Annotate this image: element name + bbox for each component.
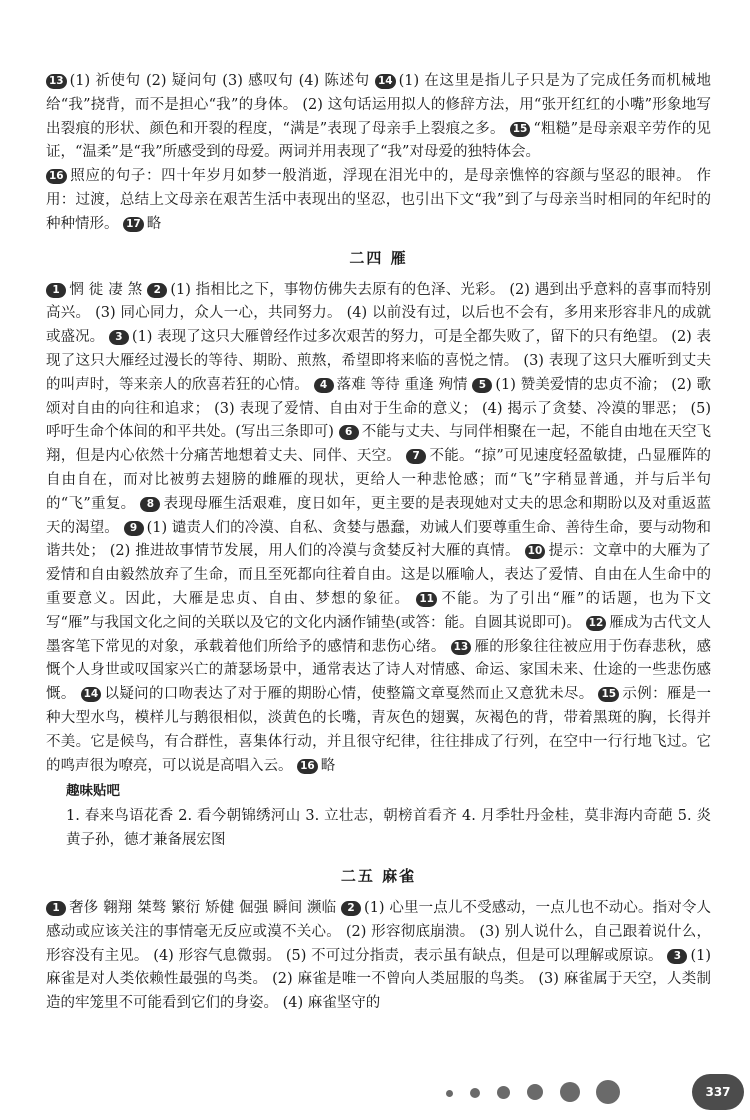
fun-section-text: 1. 春来鸟语花香 2. 看今朝锦绣河山 3. 立壮志，朝榜首看齐 4. 月季牡丹金桂，莫非海内奇葩 5. 炎黄子孙，德才兼备展宏图 xyxy=(66,808,711,849)
item-number-badge: 15 xyxy=(510,122,531,137)
answer-text: 提示：文章中的大雁为了爱情和自由毅然放弃了生命，而且至死都向往着自由。这是以雁喻人，表达了爱情、自由在人生命中的重要意义。因此，大雁是忠贞、自由、梦想的象征。 xyxy=(46,543,711,607)
section-title-maque: 二五 麻雀 xyxy=(340,866,417,885)
answer-text: (1) 心里一点儿不受感动，一点儿也不动心。指对令人感动或应该关注的事情毫无反应或漠不关心。 (2) 形容彻底崩溃。 (3) 别人说什么，自己跟着说什么，形容没有主见。 (4) 形容气息微弱。 (5) 不可过分指责，表示虽有缺点，但是可以理解或原谅。 xyxy=(46,899,711,964)
item-number-badge: 3 xyxy=(109,330,129,345)
answer-text: 不能。为了引出“雁”的话题，也为下文写“雁”与我国文化之间的关联以及它的文化内涵作铺垫(或答：能。自圆其说即可)。 xyxy=(46,590,711,631)
section-25-answers xyxy=(46,897,711,1016)
page-footer xyxy=(0,1068,750,1120)
item-number-badge: 17 xyxy=(123,217,144,232)
answer-text: 雁的形象往往被应用于伤春悲秋，感慨个人身世或叹国家兴亡的萧瑟场景中，通常表达了诗人对情感、命运、家国未来、仕途的一些悲伤感慨。 xyxy=(46,638,712,703)
answer-text: (1) 祈使句 (2) 疑问句 (3) 感叹句 (4) 陈述句 xyxy=(69,73,375,89)
item-number-badge: 13 xyxy=(46,74,67,89)
decor-dot xyxy=(527,1084,543,1100)
answer-block-2 xyxy=(46,165,711,236)
decor-dot xyxy=(596,1080,620,1104)
answer-text: 略 xyxy=(320,757,336,774)
item-number-badge: 2 xyxy=(147,283,167,298)
item-number-badge: 8 xyxy=(140,497,160,512)
item-number-badge: 7 xyxy=(406,449,426,464)
answer-text: (1) 表现了这只大雁曾经作过多次艰苦的努力，可是全都失败了，留下的只有绝望。 (2) 表现了这只大雁经过漫长的等待、期盼、煎熬，希望即将来临的喜悦之情。 (3) 表现了这只大雁听到丈夫的叫声时，等来亲人的欣喜若狂的心情。 xyxy=(46,329,712,393)
item-number-badge: 1 xyxy=(46,283,66,298)
item-number-badge: 12 xyxy=(586,616,607,631)
item-number-badge: 5 xyxy=(472,378,492,393)
answer-text: 雁成为古代文人墨客笔下常见的对象，承载着他们所给予的感情和悲伤心绪。 xyxy=(46,614,712,655)
answer-text: 示例：雁是一种大型水鸟，模样儿与鹅很相似，淡黄色的长嘴，青灰色的翅翼，灰褐色的背，带着黑斑的胸，长得并不美。它是候鸟，有合群性，喜集体行动，并且很守纪律，往往排成了行列，在空中一行行地飞过。它的鸣声很为嘹亮，可以说是高唱入云。 xyxy=(46,686,712,774)
item-number-badge: 6 xyxy=(339,425,359,440)
item-number-badge: 16 xyxy=(297,759,318,774)
decor-dot xyxy=(446,1090,453,1097)
item-number-badge: 9 xyxy=(124,521,144,536)
answer-text: (1) 在这里是指儿子只是为了完成任务而机械地给“我”挠背，而不是担心“我”的身体。 (2) 这句话运用拟人的修辞方法，用“张开红红的小嘴”形象地写出裂痕的形状、颜色和开裂的程度，“满是”表现了母亲手上裂痕之多。 xyxy=(46,73,711,137)
page-number: 337 xyxy=(692,1074,744,1110)
item-number-badge: 15 xyxy=(598,687,619,702)
item-number-badge: 4 xyxy=(314,378,334,393)
decor-dot xyxy=(560,1082,580,1102)
fun-section-title: 趣味贴吧 xyxy=(66,783,120,800)
answer-text: (1) 麻雀是对人类依赖性最强的鸟类。 (2) 麻雀是唯一不曾向人类屈服的鸟类。 (3) 麻雀属于天空，人类制造的牢笼里不可能看到它们的身姿。 (4) 麻雀坚守的 xyxy=(46,947,711,1012)
answer-text: 奢侈 翱翔 桀骜 繁衍 矫健 倔强 瞬间 濒临 xyxy=(69,899,342,916)
answer-text: 以疑问的口吻表达了对于雁的期盼心情，使整篇文章戛然而止又意犹未尽。 xyxy=(104,686,599,703)
answer-text: 照应的句子：四十年岁月如梦一般消逝，浮现在泪光中的，是母亲憔悴的容颜与坚忍的眼神。 作用：过渡，总结上文母亲在艰苦生活中表现出的坚忍，也引出下文“我”到了与母亲当时相同的年纪时的种种情形。 xyxy=(46,168,711,232)
item-number-badge: 10 xyxy=(525,544,546,559)
item-number-badge: 1 xyxy=(46,901,66,916)
item-number-badge: 14 xyxy=(81,687,102,702)
answer-text: 不能。“掠”可见速度轻盈敏捷，凸显雁阵的自由自在，而对比被剪去翅膀的雌雁的现状，更给人一种悲怆感；而“飞”字稍显普通，并与后半句的“飞”重复。 xyxy=(46,448,712,512)
decor-dot xyxy=(497,1086,510,1099)
answer-text: 惘 徙 凄 煞 xyxy=(69,281,148,298)
answer-block-1 xyxy=(46,70,711,165)
item-number-badge: 16 xyxy=(46,169,67,184)
item-number-badge: 2 xyxy=(341,901,361,916)
answer-text: 落难 等待 重逢 殉情 xyxy=(336,376,473,393)
answer-page xyxy=(46,70,711,1016)
item-number-badge: 14 xyxy=(375,74,396,89)
item-number-badge: 13 xyxy=(451,640,472,655)
answer-text: “粗糙”是母亲艰辛劳作的见证，“温柔”是“我”所感受到的母爱。两词并用表现了“我”对母爱的独特体会。 xyxy=(46,120,712,161)
answer-text: (1) 谴责人们的冷漠、自私、贪婪与愚蠢，劝诫人们要尊重生命、善待生命，要与动物和谐共处； (2) 推进故事情节发展，用人们的冷漠与贪婪反衬大雁的真情。 xyxy=(46,519,711,560)
decor-dot xyxy=(470,1088,480,1098)
answer-text: 不能与丈夫、与同伴相聚在一起，不能自由地在天空飞翔，但是内心依然十分痛苦地想着丈夫、同伴、天空。 xyxy=(46,424,712,465)
section-title-yan: 二四 雁 xyxy=(349,248,408,267)
item-number-badge: 3 xyxy=(667,949,687,964)
answer-text: 略 xyxy=(146,215,162,232)
answer-text: (1) 赞美爱情的忠贞不渝； (2) 歌颂对自由的向往和追求； (3) 表现了爱情、自由对于生命的意义； (4) 揭示了贪婪、冷漠的罪恶； (5) 呼吁生命个体间的和平共处。(写出三条即可) xyxy=(46,376,712,441)
answer-text: (1) 指相比之下，事物仿佛失去原有的色泽、光彩。 (2) 遇到出乎意料的喜事而特别高兴。 (3) 同心同力，众人一心，共同努力。 (4) 以前没有过，以后也不会有，多用来形容非凡的成就或盛况。 xyxy=(46,281,711,346)
item-number-badge: 11 xyxy=(416,592,437,607)
section-24-answers xyxy=(46,279,711,779)
answer-text: 表现母雁生活艰难，度日如年，更主要的是表现她对丈夫的思念和期盼以及对重返蓝天的渴望。 xyxy=(46,495,712,536)
